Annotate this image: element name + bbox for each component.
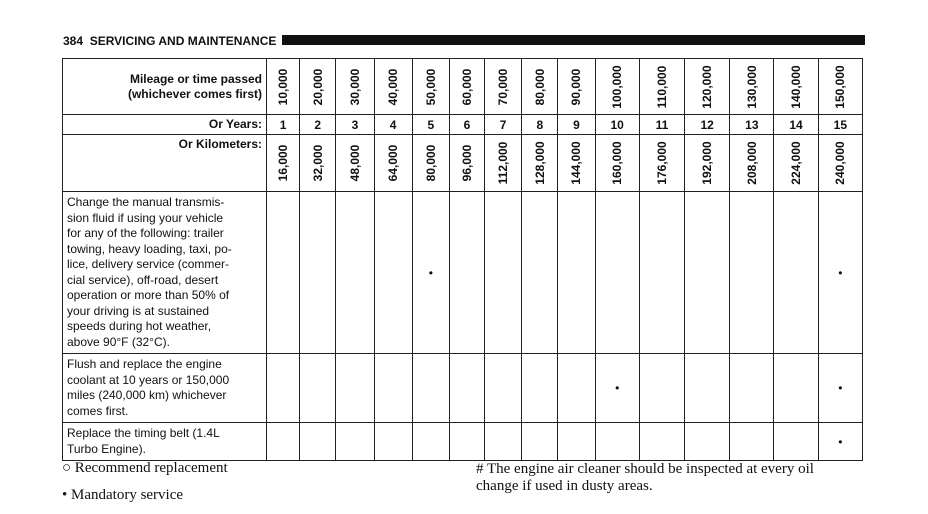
mileage-value: 70,000 bbox=[496, 68, 511, 105]
task-description-line: Flush and replace the engine bbox=[67, 357, 222, 371]
schedule-cell bbox=[449, 423, 484, 461]
schedule-cell bbox=[412, 423, 449, 461]
schedule-cell bbox=[374, 423, 412, 461]
mileage-cell bbox=[336, 59, 374, 115]
task-description-line: speeds during hot weather, bbox=[67, 319, 212, 333]
section-title: SERVICING AND MAINTENANCE bbox=[89, 34, 277, 48]
note-line-2: change if used in dusty areas. bbox=[476, 478, 653, 494]
task-row bbox=[63, 423, 863, 461]
schedule-cell bbox=[336, 354, 374, 423]
mileage-value: 100,000 bbox=[610, 64, 625, 109]
schedule-cell bbox=[639, 192, 684, 354]
year-cell: 2 bbox=[300, 115, 336, 135]
schedule-cell bbox=[522, 354, 558, 423]
kilometer-cell bbox=[412, 135, 449, 192]
kilometer-cell bbox=[595, 135, 639, 192]
note-line-1: # The engine air cleaner should be inspected at every oil bbox=[476, 461, 814, 477]
air-cleaner-note bbox=[476, 461, 814, 495]
mandatory-service-mark: • bbox=[818, 423, 862, 461]
mileage-value: 50,000 bbox=[423, 68, 438, 105]
year-cell: 14 bbox=[774, 115, 818, 135]
kilometer-value: 176,000 bbox=[654, 141, 669, 185]
schedule-cell bbox=[558, 192, 595, 354]
kilometer-cell bbox=[449, 135, 484, 192]
schedule-cell bbox=[730, 423, 774, 461]
mileage-value: 120,000 bbox=[700, 64, 715, 109]
mandatory-service-mark: • bbox=[595, 354, 639, 423]
schedule-cell bbox=[522, 423, 558, 461]
mileage-cell bbox=[818, 59, 862, 115]
year-cell: 1 bbox=[267, 115, 300, 135]
mileage-cell bbox=[412, 59, 449, 115]
kilometers-header: Or Kilometers: bbox=[63, 135, 267, 192]
mileage-value: 60,000 bbox=[459, 68, 474, 105]
schedule-cell bbox=[558, 423, 595, 461]
schedule-cell bbox=[639, 354, 684, 423]
mileage-cell bbox=[485, 59, 522, 115]
schedule-cell bbox=[485, 192, 522, 354]
kilometer-value: 160,000 bbox=[610, 141, 625, 185]
mileage-cell bbox=[449, 59, 484, 115]
task-description-line: lice, delivery service (commer- bbox=[67, 257, 230, 271]
schedule-cell bbox=[300, 354, 336, 423]
mileage-header bbox=[63, 59, 267, 115]
kilometer-cell bbox=[558, 135, 595, 192]
mileage-value: 20,000 bbox=[310, 68, 325, 105]
legend-mandatory: • Mandatory service bbox=[62, 487, 184, 503]
task-description-line: Turbo Engine). bbox=[67, 441, 146, 456]
task-description-line: above 90°F (32°C). bbox=[67, 334, 170, 349]
mileage-cell bbox=[685, 59, 730, 115]
task-description bbox=[63, 354, 267, 423]
schedule-cell bbox=[300, 192, 336, 354]
mandatory-service-mark: • bbox=[818, 192, 862, 354]
schedule-cell bbox=[412, 354, 449, 423]
mileage-cell bbox=[774, 59, 818, 115]
schedule-cell bbox=[730, 354, 774, 423]
kilometer-value: 144,000 bbox=[569, 141, 584, 185]
kilometer-cell bbox=[522, 135, 558, 192]
kilometer-value: 80,000 bbox=[423, 144, 438, 182]
mileage-value: 10,000 bbox=[276, 68, 291, 105]
year-cell: 6 bbox=[449, 115, 484, 135]
task-description-line: Replace the timing belt (1.4L bbox=[67, 426, 220, 440]
schedule-cell bbox=[449, 354, 484, 423]
kilometer-value: 96,000 bbox=[459, 144, 474, 182]
schedule-cell bbox=[336, 423, 374, 461]
schedule-cell bbox=[685, 192, 730, 354]
mileage-cell bbox=[595, 59, 639, 115]
mileage-value: 130,000 bbox=[744, 64, 759, 109]
task-description-line: towing, heavy loading, taxi, po- bbox=[67, 241, 232, 256]
kilometer-value: 128,000 bbox=[532, 141, 547, 185]
years-header: Or Years: bbox=[63, 115, 267, 135]
kilometer-cell bbox=[685, 135, 730, 192]
schedule-cell bbox=[449, 192, 484, 354]
mileage-cell bbox=[558, 59, 595, 115]
mileage-label-line1: Mileage or time passed bbox=[129, 71, 263, 86]
kilometer-cell bbox=[374, 135, 412, 192]
mileage-value: 40,000 bbox=[386, 68, 401, 105]
task-description-line: miles (240,000 km) whichever bbox=[67, 388, 227, 402]
mileage-value: 140,000 bbox=[789, 64, 804, 109]
year-cell: 7 bbox=[485, 115, 522, 135]
year-cell: 8 bbox=[522, 115, 558, 135]
schedule-cell bbox=[336, 192, 374, 354]
mileage-value: 80,000 bbox=[532, 68, 547, 105]
kilometer-cell bbox=[485, 135, 522, 192]
schedule-cell bbox=[267, 423, 300, 461]
kilometer-cell bbox=[818, 135, 862, 192]
mandatory-service-mark: • bbox=[412, 192, 449, 354]
kilometer-value: 48,000 bbox=[347, 144, 362, 182]
schedule-cell bbox=[639, 423, 684, 461]
year-cell: 15 bbox=[818, 115, 862, 135]
kilometer-cell bbox=[300, 135, 336, 192]
task-row bbox=[63, 192, 863, 354]
kilometer-cell bbox=[774, 135, 818, 192]
schedule-cell bbox=[774, 192, 818, 354]
kilometer-cell bbox=[267, 135, 300, 192]
task-description-line: Change the manual transmis- bbox=[67, 195, 225, 209]
task-description-line: coolant at 10 years or 150,000 bbox=[67, 372, 230, 387]
year-cell: 13 bbox=[730, 115, 774, 135]
mandatory-service-mark: • bbox=[818, 354, 862, 423]
mileage-row bbox=[63, 59, 863, 115]
schedule-cell bbox=[485, 354, 522, 423]
schedule-cell bbox=[522, 192, 558, 354]
kilometer-value: 192,000 bbox=[700, 141, 715, 185]
kilometers-row bbox=[63, 135, 863, 192]
task-description bbox=[63, 192, 267, 354]
task-description-line: sion fluid if using your vehicle bbox=[67, 210, 224, 225]
year-cell: 11 bbox=[639, 115, 684, 135]
page-number: 384 bbox=[63, 34, 84, 48]
year-cell: 5 bbox=[412, 115, 449, 135]
mileage-cell bbox=[639, 59, 684, 115]
kilometer-value: 208,000 bbox=[744, 141, 759, 185]
maintenance-schedule-table bbox=[62, 58, 863, 461]
mileage-value: 110,000 bbox=[654, 65, 669, 108]
year-cell: 9 bbox=[558, 115, 595, 135]
mileage-value: 90,000 bbox=[569, 68, 584, 105]
task-description-line: comes first. bbox=[67, 403, 129, 418]
mileage-cell bbox=[300, 59, 336, 115]
kilometer-value: 224,000 bbox=[789, 141, 804, 185]
task-description-line: for any of the following: trailer bbox=[67, 226, 224, 240]
kilometer-value: 64,000 bbox=[386, 144, 401, 182]
schedule-cell bbox=[374, 192, 412, 354]
task-description-line: your driving is at sustained bbox=[67, 303, 210, 318]
mileage-cell bbox=[522, 59, 558, 115]
schedule-cell bbox=[558, 354, 595, 423]
schedule-cell bbox=[595, 192, 639, 354]
mileage-value: 30,000 bbox=[347, 68, 362, 105]
year-cell: 3 bbox=[336, 115, 374, 135]
schedule-cell bbox=[267, 354, 300, 423]
kilometer-value: 112,000 bbox=[496, 141, 511, 185]
kilometer-cell bbox=[336, 135, 374, 192]
page-header bbox=[63, 34, 865, 48]
kilometer-value: 32,000 bbox=[310, 144, 325, 182]
schedule-cell bbox=[267, 192, 300, 354]
task-description bbox=[63, 423, 267, 461]
mileage-cell bbox=[374, 59, 412, 115]
kilometer-value: 240,000 bbox=[833, 141, 848, 185]
year-cell: 12 bbox=[685, 115, 730, 135]
mileage-value: 150,000 bbox=[833, 64, 848, 109]
schedule-cell bbox=[300, 423, 336, 461]
years-row bbox=[63, 115, 863, 135]
schedule-cell bbox=[774, 354, 818, 423]
schedule-cell bbox=[730, 192, 774, 354]
schedule-cell bbox=[685, 354, 730, 423]
task-row bbox=[63, 354, 863, 423]
mileage-cell bbox=[730, 59, 774, 115]
schedule-cell bbox=[595, 423, 639, 461]
kilometer-cell bbox=[639, 135, 684, 192]
year-cell: 10 bbox=[595, 115, 639, 135]
kilometer-cell bbox=[730, 135, 774, 192]
kilometer-value: 16,000 bbox=[276, 144, 291, 182]
mileage-cell bbox=[267, 59, 300, 115]
task-description-line: operation or more than 50% of bbox=[67, 288, 230, 302]
task-description-line: cial service), off-road, desert bbox=[67, 272, 219, 287]
schedule-cell bbox=[374, 354, 412, 423]
schedule-cell bbox=[685, 423, 730, 461]
legend-recommend: ○ Recommend replacement bbox=[62, 460, 228, 476]
header-title bbox=[63, 34, 282, 48]
year-cell: 4 bbox=[374, 115, 412, 135]
schedule-cell bbox=[485, 423, 522, 461]
schedule-cell bbox=[774, 423, 818, 461]
mileage-label-line2: (whichever comes first) bbox=[127, 86, 263, 101]
